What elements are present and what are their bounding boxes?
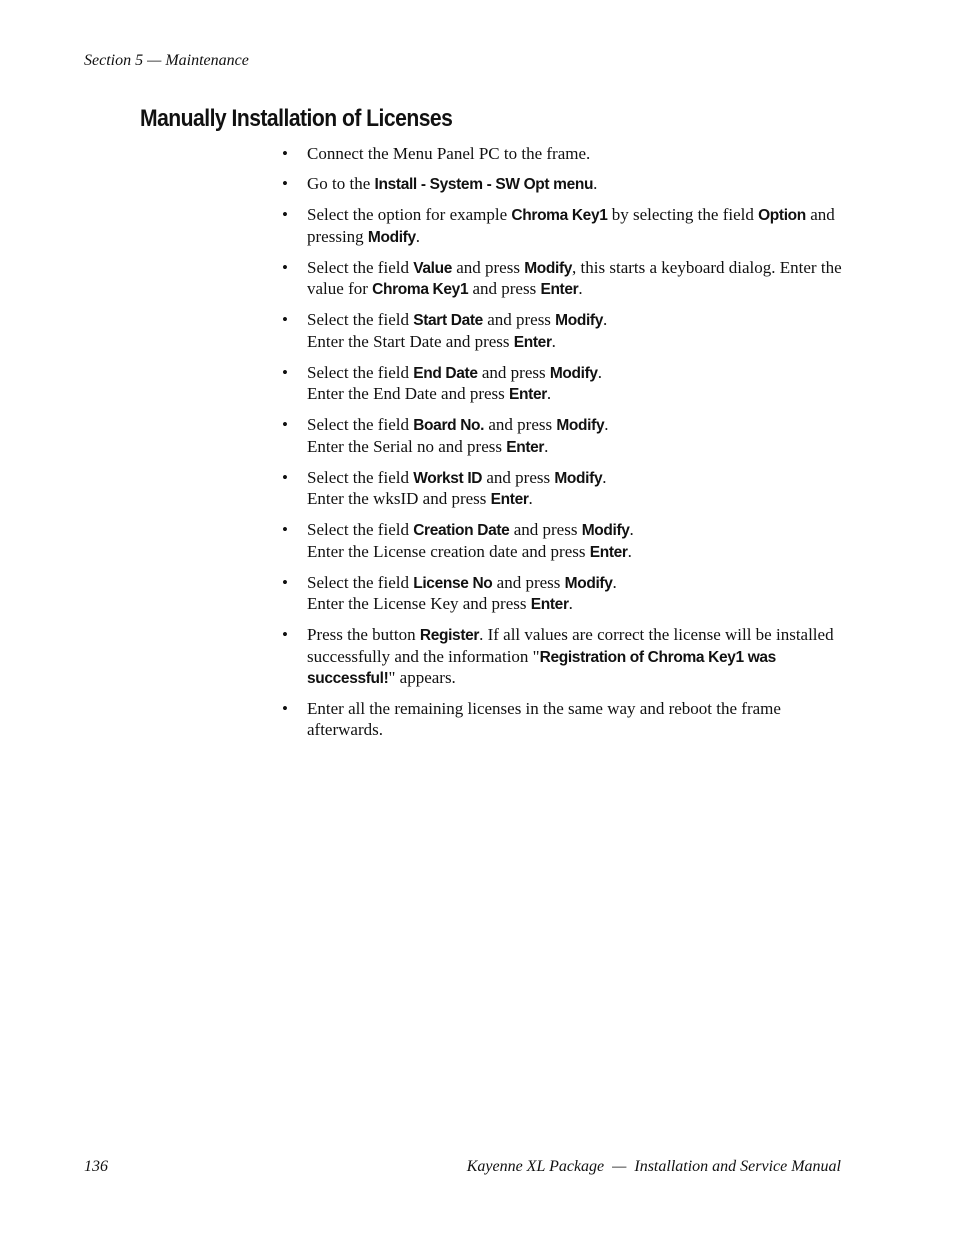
ui-keyword: Chroma Key1 <box>372 281 469 298</box>
bullet-icon: • <box>282 144 288 163</box>
step-text: . <box>568 594 573 613</box>
step-text: " appears. <box>388 668 456 687</box>
step-text: Select the field <box>307 415 414 434</box>
ui-keyword: License No <box>413 574 493 592</box>
ui-keyword: Enter <box>509 386 547 403</box>
ui-keyword: Option <box>758 207 806 224</box>
step-text: and press <box>482 467 555 487</box>
step-text: Select the field <box>307 362 414 382</box>
ui-keyword: Enter <box>530 596 569 613</box>
step-text: Enter all the remaining licenses in the same way and reboot the frame afterwards. <box>307 699 781 739</box>
step-text: and press <box>451 257 525 277</box>
list-item <box>282 205 847 248</box>
bullet-icon: • <box>282 174 288 193</box>
bullet-icon: • <box>282 415 288 434</box>
ui-keyword: Modify <box>554 469 603 487</box>
step-text: . <box>629 520 634 539</box>
step-text: Enter the License creation date and press <box>307 541 590 561</box>
list-item <box>282 572 847 616</box>
step-text: Enter the Start Date and press <box>307 331 514 351</box>
list-item <box>282 144 847 165</box>
step-text: Press the button <box>307 625 420 644</box>
step-text: and press <box>468 279 541 298</box>
ui-keyword: Modify <box>581 522 630 539</box>
bullet-icon: • <box>282 467 288 487</box>
ui-keyword: Creation Date <box>413 522 510 539</box>
list-item <box>282 174 847 196</box>
bullet-icon: • <box>282 257 288 277</box>
step-text: Enter the Serial no and press <box>307 436 507 456</box>
bullet-icon: • <box>282 572 288 592</box>
step-text: . <box>627 541 632 561</box>
bullet-icon: • <box>282 205 288 224</box>
step-text: Select the field <box>307 467 414 487</box>
step-text: . <box>528 489 533 508</box>
page-number: 136 <box>84 1158 108 1175</box>
bullet-icon: • <box>282 310 288 329</box>
list-item <box>282 310 847 353</box>
step-text: Select the field <box>307 520 414 539</box>
step-text: and pressing <box>307 205 835 246</box>
ui-keyword: Workst ID <box>413 469 483 487</box>
step-text: . <box>597 362 602 382</box>
ui-keyword: Value <box>413 259 452 277</box>
step-text: . If all values are correct the license will be installed successfully and the information " <box>307 625 834 666</box>
ui-keyword: Modify <box>524 259 573 277</box>
ui-keyword: Modify <box>555 312 604 329</box>
step-text: . <box>415 226 421 246</box>
step-text: . <box>603 310 608 329</box>
step-text: by selecting the field <box>607 205 759 224</box>
ui-keyword: End Date <box>413 364 478 382</box>
step-text: . <box>604 415 609 434</box>
list-item <box>282 467 847 511</box>
ui-keyword: Chroma Key1 <box>511 207 608 224</box>
step-text: . <box>544 436 549 456</box>
ui-keyword: Enter <box>589 543 628 561</box>
step-text: Select the field <box>307 310 414 329</box>
step-text: and press <box>477 362 550 382</box>
ui-keyword: Modify <box>556 417 605 434</box>
step-text: Enter the End Date and press <box>307 384 510 403</box>
step-text: Select the field <box>307 572 414 592</box>
step-text: . <box>551 331 556 351</box>
ui-keyword: Start Date <box>413 312 483 329</box>
bullet-icon: • <box>282 362 288 382</box>
ui-keyword: Install - System - SW Opt menu <box>374 176 594 193</box>
ui-keyword: Enter <box>506 438 545 456</box>
list-item <box>282 415 847 458</box>
document-title: Kayenne XL Package — Installation and Service Manual <box>466 1158 841 1175</box>
step-text: Select the option for example <box>307 205 512 224</box>
ui-keyword: Registration of Chroma Key1 was successful! <box>307 648 776 687</box>
step-text: Select the field <box>307 257 414 277</box>
step-text: . <box>593 174 598 193</box>
ui-keyword: Enter <box>513 333 552 351</box>
ui-keyword: Enter <box>540 281 579 298</box>
running-header: Section 5 — Maintenance <box>84 52 249 69</box>
ui-keyword: Enter <box>490 491 529 508</box>
list-item <box>282 257 847 301</box>
bullet-icon: • <box>282 520 288 539</box>
step-text: and press <box>492 572 565 592</box>
step-text: and press <box>482 310 556 329</box>
step-text: and press <box>484 415 557 434</box>
step-text: Enter the wksID and press <box>307 489 491 508</box>
step-text: . <box>612 572 617 592</box>
step-text: and press <box>509 520 582 539</box>
step-text: . <box>546 384 552 403</box>
instruction-list <box>282 144 847 750</box>
step-text: Go to the <box>307 174 375 193</box>
section-title: Manually Installation of Licenses <box>140 105 453 132</box>
list-item <box>282 625 847 690</box>
list-item <box>282 520 847 563</box>
step-text: Connect the Menu Panel PC to the frame. <box>307 144 591 163</box>
ui-keyword: Board No. <box>413 417 485 434</box>
bullet-icon: • <box>282 625 288 644</box>
step-text: , this starts a keyboard dialog. Enter the value for <box>307 257 842 298</box>
step-text: . <box>602 467 607 487</box>
list-item <box>282 699 847 740</box>
ui-keyword: Register <box>419 627 480 644</box>
step-text: Enter the License Key and press <box>307 594 531 613</box>
list-item <box>282 362 847 406</box>
ui-keyword: Modify <box>367 228 416 246</box>
bullet-icon: • <box>282 699 288 718</box>
step-text: . <box>578 279 583 298</box>
ui-keyword: Modify <box>549 364 598 382</box>
ui-keyword: Modify <box>564 574 613 592</box>
